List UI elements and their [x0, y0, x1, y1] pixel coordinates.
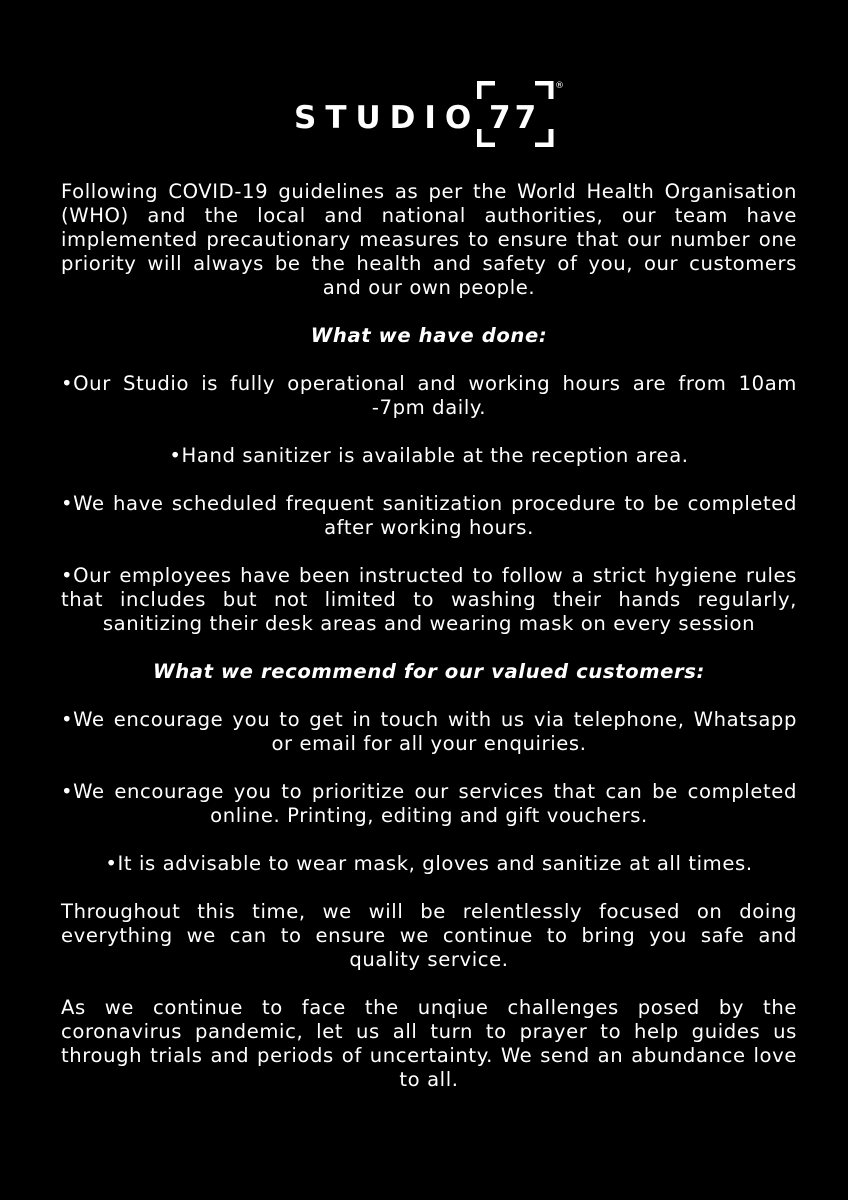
closing-paragraph: Throughout this time, we will be relentlessly focused on doing everything we can to ensure we continue to bring you safe and quality service.	[61, 900, 797, 971]
logo-number: 77	[489, 100, 541, 136]
notice-body	[61, 180, 797, 1116]
list-item: •We have scheduled frequent sanitization procedure to be completed after working hours.	[61, 492, 797, 539]
section-heading-recommend: What we recommend for our valued customers:	[152, 660, 705, 683]
list-item: •We encourage you to get in touch with us via telephone, Whatsapp or email for all your enquiries.	[61, 708, 797, 755]
list-item: •Our employees have been instructed to follow a strict hygiene rules that includes but not limited to washing their hands regularly, sanitizing their desk areas and wearing mask on every session	[61, 564, 797, 635]
studio77-logo	[0, 81, 848, 147]
intro-paragraph: Following COVID-19 guidelines as per the World Health Organisation (WHO) and the local and national authorities, our team have implemented precautionary measures to ensure that our number one priority will always be the health and safety of you, our customers and our own people.	[61, 180, 797, 299]
section-heading-done: What we have done:	[310, 324, 548, 347]
logo-word: STUDIO	[294, 100, 481, 136]
list-item: •We encourage you to prioritize our services that can be completed online. Printing, editing and gift vouchers.	[61, 780, 797, 827]
registered-mark: ®	[555, 81, 564, 91]
list-item: •It is advisable to wear mask, gloves and sanitize at all times.	[105, 852, 753, 875]
list-item: •Our Studio is fully operational and working hours are from 10am -7pm daily.	[61, 372, 797, 419]
list-item: •Hand sanitizer is available at the reception area.	[169, 444, 689, 467]
closing-paragraph: As we continue to face the unqiue challenges posed by the coronavirus pandemic, let us all turn to prayer to help guides us through trials and periods of uncertainty. We send an abundance love to all.	[61, 996, 797, 1091]
